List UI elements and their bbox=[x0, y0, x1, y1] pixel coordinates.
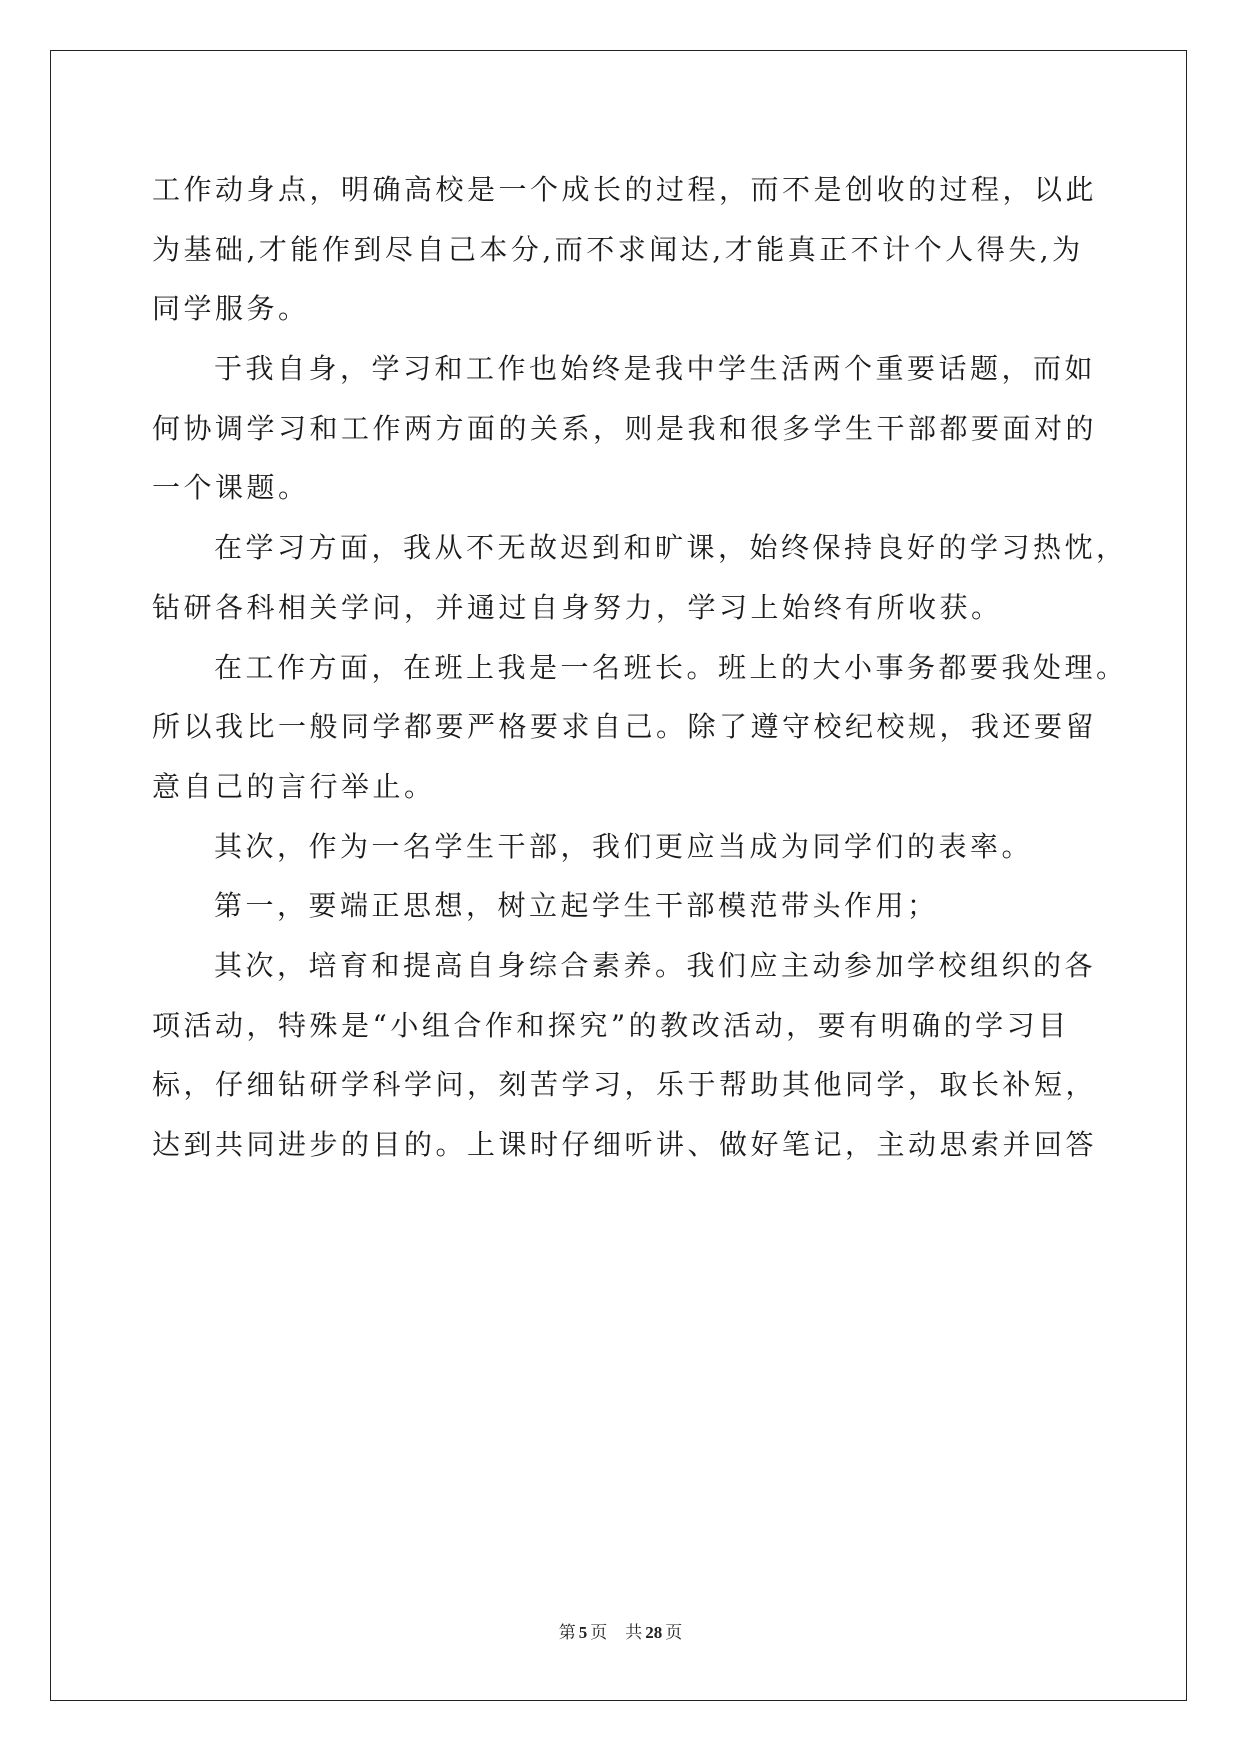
text-line: 项活动，特殊是“小组合作和探究”的教改活动，要有明确的学习目 bbox=[152, 1008, 1070, 1042]
page-footer bbox=[0, 1618, 1241, 1643]
page-number: 5 bbox=[578, 1623, 588, 1642]
text-line: 于我自身，学习和工作也始终是我中学生活两个重要话题，而如 bbox=[214, 352, 1097, 386]
text-line: 为基础,才能作到尽自己本分,而不求闻达,才能真正不计个人得失,为 bbox=[152, 232, 1084, 266]
text-line: 钻研各科相关学问，并通过自身努力，学习上始终有所收获。 bbox=[152, 590, 1003, 624]
text-line: 标，仔细钻研学科学问，刻苦学习，乐于帮助其他同学，取长补短， bbox=[152, 1068, 1098, 1102]
text-line: 同学服务。 bbox=[152, 292, 310, 326]
text-line: 第一，要端正思想，树立起学生干部模范带头作用； bbox=[214, 889, 939, 923]
text-line: 其次，培育和提高自身综合素养。我们应主动参加学校组织的各 bbox=[214, 948, 1097, 982]
body-text bbox=[152, 160, 1128, 1175]
page-prefix: 第 bbox=[558, 1623, 576, 1643]
total-pages: 28 bbox=[645, 1623, 663, 1642]
text-line: 何协调学习和工作两方面的关系，则是我和很多学生干部都要面对的 bbox=[152, 411, 1098, 445]
text-line: 在工作方面，在班上我是一名班长。班上的大小事务都要我处理。 bbox=[214, 650, 1128, 684]
text-line: 一个课题。 bbox=[152, 471, 310, 505]
text-line: 意自己的言行举止。 bbox=[152, 769, 436, 803]
text-line: 达到共同进步的目的。上课时仔细听讲、做好笔记，主动思索并回答 bbox=[152, 1128, 1098, 1161]
page-suffix: 页 bbox=[590, 1623, 608, 1643]
text-line: 工作动身点，明确高校是一个成长的过程，而不是创收的过程，以此 bbox=[152, 173, 1098, 206]
total-prefix: 共 bbox=[625, 1623, 643, 1643]
text-line: 所以我比一般同学都要严格要求自己。除了遵守校纪校规，我还要留 bbox=[152, 710, 1098, 744]
text-line: 其次，作为一名学生干部，我们更应当成为同学们的表率。 bbox=[214, 829, 1034, 863]
text-line: 在学习方面，我从不无故迟到和旷课，始终保持良好的学习热忱， bbox=[214, 531, 1128, 565]
total-suffix: 页 bbox=[665, 1623, 683, 1643]
